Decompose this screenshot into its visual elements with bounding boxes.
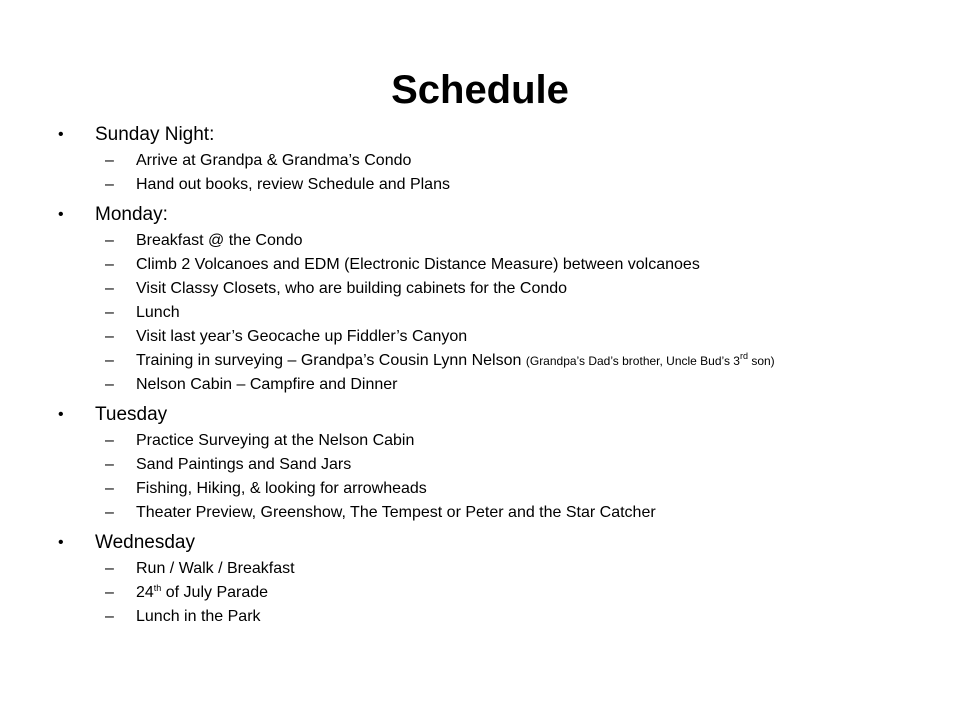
tuesday-items [58,429,918,525]
dash-icon: – [105,584,114,601]
dash-icon: – [105,232,114,249]
list-item [58,373,918,397]
list-item [58,605,918,629]
list-item [58,557,918,581]
item-text: Practice Surveying at the Nelson Cabin [136,432,415,449]
dash-icon: – [105,328,114,345]
slide-title: Schedule [391,68,569,112]
list-item [58,349,918,373]
dash-icon: – [105,176,114,193]
wednesday-items [58,557,918,629]
list-item [58,453,918,477]
day-wednesday [58,529,918,557]
list-item [58,277,918,301]
item-note [525,351,775,368]
item-text: Fishing, Hiking, & looking for arrowheads [136,480,427,497]
item-text: Visit last year’s Geocache up Fiddler’s Canyon [136,328,468,345]
list-item [58,429,918,453]
item-text: Visit Classy Closets, who are building cabinets for the Condo [136,280,568,297]
list-item [58,253,918,277]
item-text-suffix: of July Parade [161,584,269,601]
bullet-icon: • [58,534,64,551]
item-text-prefix: 24 [136,584,154,601]
dash-icon: – [105,456,114,473]
item-text: Theater Preview, Greenshow, The Tempest or Peter and the Star Catcher [136,504,656,521]
item-text: Lunch in the Park [136,608,261,625]
dash-icon: – [105,376,114,393]
item-text: Hand out books, review Schedule and Plans [136,176,450,193]
day-heading: Tuesday [95,404,168,425]
dash-icon: – [105,152,114,169]
list-item [58,325,918,349]
day-heading: Wednesday [95,532,195,553]
item-text: Lunch [136,304,180,321]
dash-icon: – [105,608,114,625]
bullet-icon: • [58,206,64,223]
item-text: Run / Walk / Breakfast [136,560,295,577]
dash-icon: – [105,432,114,449]
dash-icon: – [105,304,114,321]
list-item [58,477,918,501]
dash-icon: – [105,504,114,521]
item-text: Breakfast @ the Condo [136,232,303,249]
note-suffix: son) [748,354,775,368]
list-item [58,301,918,325]
item-text: Arrive at Grandpa & Grandma’s Condo [136,152,412,169]
list-item [58,229,918,253]
list-item [58,501,918,525]
dash-icon: – [105,560,114,577]
day-heading: Sunday Night: [95,124,215,145]
schedule-list [58,121,918,629]
day-sunday-night [58,121,918,149]
sunday-night-items [58,149,918,197]
day-monday [58,201,918,229]
bullet-icon: • [58,126,64,143]
list-item [58,173,918,197]
item-text: Climb 2 Volcanoes and EDM (Electronic Distance Measure) between volcanoes [136,256,700,273]
bullet-icon: • [58,406,64,423]
dash-icon: – [105,256,114,273]
dash-icon: – [105,280,114,297]
item-text [136,584,268,601]
item-text: Sand Paintings and Sand Jars [136,456,352,473]
list-item [58,581,918,605]
dash-icon: – [105,480,114,497]
day-tuesday [58,401,918,429]
item-superscript: th [153,583,162,593]
day-heading: Monday: [95,204,168,225]
note-prefix: (Grandpa’s Dad’s brother, Uncle Bud’s 3 [525,354,740,368]
list-item [58,149,918,173]
monday-items [58,229,918,397]
note-superscript: rd [739,351,748,361]
item-text: Training in surveying – Grandpa’s Cousin Lynn Nelson [136,352,522,369]
item-text: Nelson Cabin – Campfire and Dinner [136,376,398,393]
dash-icon: – [105,352,114,369]
